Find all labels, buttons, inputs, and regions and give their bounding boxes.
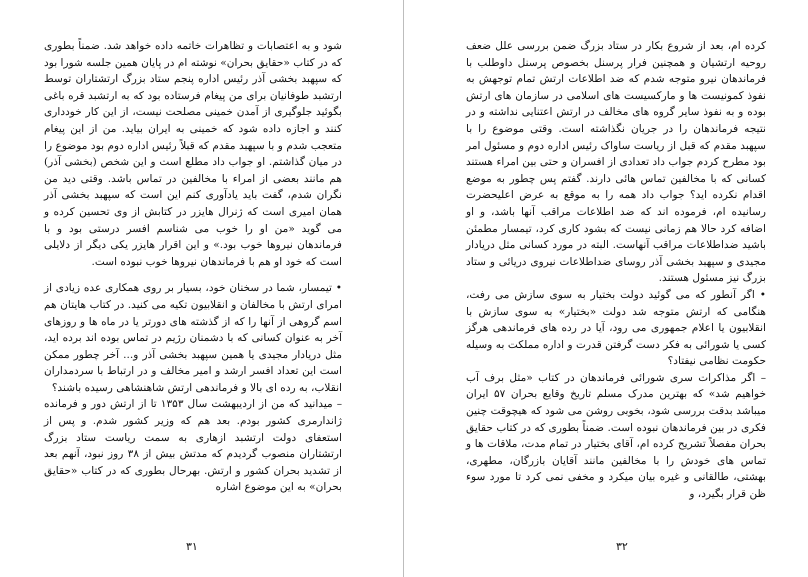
right-paragraph-3: – اگر مذاکرات سری شورائی فرماندهان در کتاب «مثل برف آب خواهیم شد» که بهترین مدرک مسلم تاریخ وقایع بحران ۵۷ ایران میباشد بدقت بررسی شود، بخوبی روشن می شود که هیچوقت چنین فکری در بین فرماندهان نبوده است. ضمناً بطوری که در کتاب حقایق بحران مفصلاً تشریح کرده ام، آقای بختیار در تمام مدت، ملاقات ها و تماس های خودش را با مخالفین مانند آقایان بازرگان، مطهری، بهشتی، طالقانی و غیره بیان میکرد و مخفی نمی کرد تا مورد سوء ظن قرار بگیرد، و — [466, 371, 767, 501]
right-page-body — [466, 38, 766, 503]
right-paragraph-1: کرده ام، بعد از شروع بکار در ستاد بزرگ ضمن بررسی علل ضعف روحیه ارتشیان و همچنین فرار پرسنل بخصوص پرسنل داوطلب با فرماندهان نیرو متوجه شدم که ضد اطلاعات ارتش تمام توجهش به نفوذ کمونیست ها و مارکسیست های اسلامی در سازمان های ارتش بوده و به نفوذ سایر گروه های مخالف در ارتش اعتنایی نداشته و در نتیجه فرماندهان را در جریان نگذاشته است. وقتی موضوع را با سپهبد مقدم که قبل از ریاست ساواک رئیس اداره دوم و مسئول امر بود مطرح کردم جواب داد تعدادی از افسران و حتی بین امراء هستند کسانی که با مخالفین تماس هائی دارند. گفتم پس چطور به موضع اقدام نکرده اید؟ جواب داد همه را به موقع به عرض اعلیحضرت رسانیده ام، فرموده اند که ضد اطلاعات مراقب آنها باشد، و او اضافه کرد حالا هم زمانی نیست که بشود کاری کرد، تیمسار مطمئن باشید ضداطلاعات مراقب آنهاست. البته در مورد کسانی مثل دریادار مجیدی و سپهبد بخشی آذر روسای ضداطلاعات نیروی دریائی و ستاد بزرگ نیز مسئول هستند. — [466, 40, 766, 285]
left-paragraph-3: – میدانید که من از اردیبهشت سال ۱۳۵۳ تا از ارتش دور و فرمانده ژاندارمری کشور بودم. بعد هم که وزیر کشور شدم. و پس از استعفای دولت ارتشبد ازهاری به سمت ریاست ستاد بزرگ ارتشتاران منصوب گردیدم که مدتش بیش از ۳۸ روز نبود، آنهم بعد از تشدید بحران کشور و ارتش. بهرحال بطوری که در کتاب «حقایق بحران» به این موضوع اشاره — [44, 398, 343, 494]
right-page — [404, 0, 808, 577]
right-page-number: ۳۲ — [616, 540, 628, 553]
right-paragraph-2: • اگر آنطور که می گوئید دولت بختیار به سوی سازش می رفت، هنگامی که ارتش متوجه شد دولت «بختیار» به سوی سازش با انقلابیون یا اعلام جمهوری می رود، آیا در رده های فرماندهی هرگز کسی یا شورائی به فکر دست گرفتن قدرت و اداره مملکت به وسیله حکومت نظامی نیفتاد؟ — [466, 288, 766, 368]
left-paragraph-2: • تیمسار، شما در سخنان خود، بسیار بر روی همکاری عده زیادی از امرای ارتش با مخالفان و انقلابیون تکیه می کنید. در کتاب هایتان هم اسم گروهی از آنها را که از گذشته های دورتر یا در ماه ها و روزهای آخر به عنوان کسانی که با دشمنان رژیم در تماس بوده اند برده اید، مثل دریادار مجیدی یا همین سپهبد بخشی آذر و... آخر چطور ممکن است این تعداد افسر ارشد و امیر مخالف و در ارتباط با سردمداران انقلاب، به رده ای بالا و فرماندهی ارتش شاهنشاهی رسیده باشند؟ — [44, 282, 342, 394]
left-paragraph-1: شود و به اعتصابات و تظاهرات خاتمه داده خواهد شد. ضمناً بطوری که در کتاب «حقایق بحران» نوشته ام در پایان همین جلسه شورا بود که سپهبد بخشی آذر رئیس اداره پنجم ستاد بزرگ ارتشتاران توسط ارتشبد طوفانیان برای من پیغام فرستاده بود که به ارتشبد قره باغی بگوئید جلوگیری از آمدن خمینی مصلحت نیست، از این کار خودداری کنند و اجازه داده شود که خمینی به ایران بیاید. من از این پیغام متعجب شدم و با سپهبد مقدم که قبلاً رئیس اداره دوم بود موضوع را در میان گذاشتم. او جواب داد مطلع است و این شخص (بخشی آذر) هم مانند بعضی از امراء با مخالفین در تماس باشد. وقتی دید من نگران شدم، گفت باید یادآوری کنم این است که سپهبد بخشی آذر همان امیری است که ژنرال هایزر در کتابش از وی تحسین کرده و می گوید «من او را خوب می شناسم افسر درستی بود و با فرماندهان نیروها خوب بود.» و این اقرار هایزر یکی دیگر از دلایلی است که خود او هم با فرماندهان نیروها خوب نبوده است. — [44, 40, 342, 268]
left-page-body — [44, 38, 342, 496]
left-page-number: ۳۱ — [186, 540, 198, 553]
